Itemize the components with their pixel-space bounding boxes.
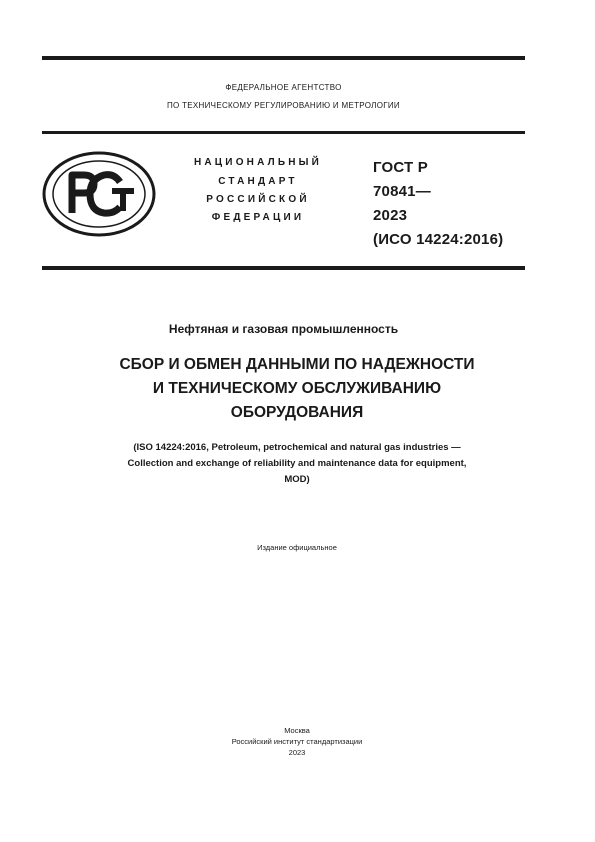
imprint-city: Москва bbox=[284, 726, 310, 735]
national-standard-line4: ФЕДЕРАЦИИ bbox=[211, 212, 305, 223]
rst-certification-mark-icon bbox=[42, 151, 156, 237]
imprint-publisher: Российский институт стандартизации bbox=[231, 737, 363, 746]
standard-designation-line4: (ИСО 14224:2016) bbox=[373, 231, 504, 248]
iso-reference-line3: MOD) bbox=[284, 474, 310, 485]
middle-rule bbox=[42, 131, 525, 134]
imprint-year: 2023 bbox=[288, 748, 306, 757]
document-title-line3: ОБОРУДОВАНИЯ bbox=[230, 404, 364, 421]
bottom-rule bbox=[42, 266, 525, 270]
iso-reference-line1: (ISO 14224:2016, Petroleum, petrochemical and natural gas industries — bbox=[133, 442, 461, 453]
standard-designation-line2: 70841— bbox=[373, 183, 431, 200]
iso-reference-line2: Collection and exchange of reliability and maintenance data for equipment, bbox=[127, 458, 467, 469]
document-title-line2: И ТЕХНИЧЕСКОМУ ОБСЛУЖИВАНИЮ bbox=[152, 380, 442, 397]
standard-designation-line3: 2023 bbox=[373, 207, 408, 224]
national-standard-line1: НАЦИОНАЛЬНЫЙ bbox=[193, 157, 323, 168]
top-rule bbox=[42, 56, 525, 60]
national-standard-line3: РОССИЙСКОЙ bbox=[206, 194, 310, 205]
standard-designation-line1: ГОСТ Р bbox=[373, 159, 428, 176]
industry-heading: Нефтяная и газовая промышленность bbox=[168, 322, 399, 336]
agency-name-line1: ФЕДЕРАЛЬНОЕ АГЕНТСТВО bbox=[225, 83, 342, 92]
edition-note: Издание официальное bbox=[257, 543, 337, 552]
national-standard-line2: СТАНДАРТ bbox=[218, 176, 298, 187]
agency-name-line2: ПО ТЕХНИЧЕСКОМУ РЕГУЛИРОВАНИЮ И МЕТРОЛОГИИ bbox=[167, 101, 400, 110]
document-title-line1: СБОР И ОБМЕН ДАННЫМИ ПО НАДЕЖНОСТИ bbox=[119, 356, 475, 373]
